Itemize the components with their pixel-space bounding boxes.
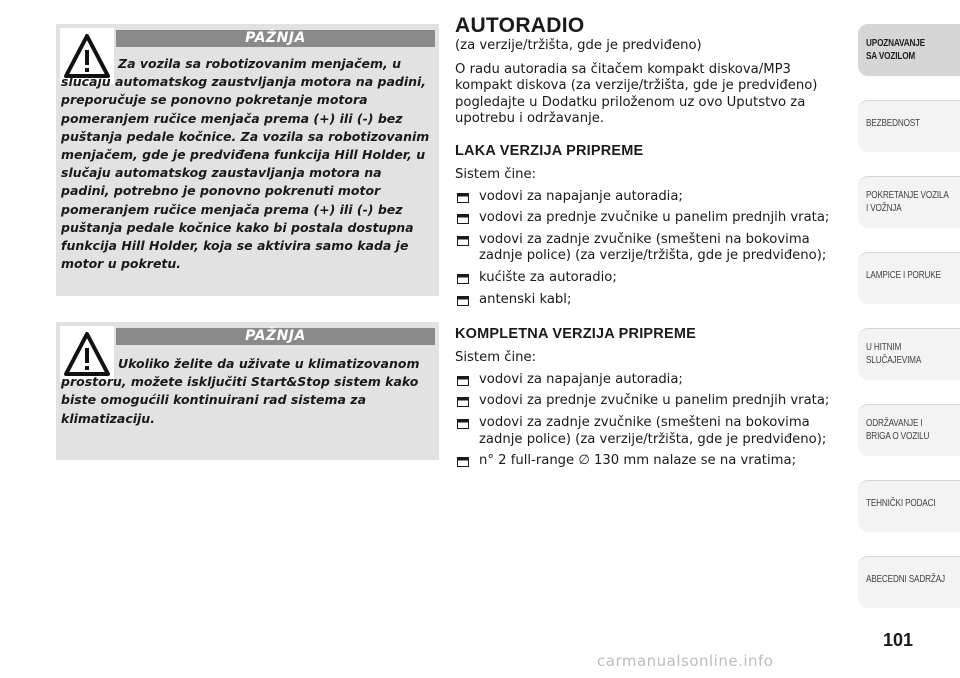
section-lead: Sistem čine: bbox=[455, 350, 537, 366]
list-item bbox=[455, 270, 840, 287]
tab-label: POKRETANJE VOZILA I VOŽNJA bbox=[866, 190, 949, 214]
list-item bbox=[455, 292, 840, 309]
tab-label: ABECEDNI SADRŽAJ bbox=[866, 574, 945, 585]
checkbox-bullet-icon bbox=[457, 274, 469, 284]
tab-tehnicki-podaci[interactable] bbox=[858, 480, 960, 532]
checkbox-bullet-icon bbox=[457, 296, 469, 306]
checkbox-bullet-icon bbox=[457, 214, 469, 224]
list-item-text: n° 2 full-range ∅ 130 mm nalaze se na vratima; bbox=[479, 453, 797, 469]
section-heading: LAKA VERZIJA PRIPREME bbox=[455, 142, 644, 159]
tab-label: ODRŽAVANJE I BRIGA O VOZILU bbox=[866, 418, 930, 442]
checkbox-bullet-icon bbox=[457, 419, 469, 429]
tab-lampice-i-poruke[interactable] bbox=[858, 252, 960, 304]
warning-box-start-stop bbox=[56, 24, 439, 296]
tab-pokretanje-vozila[interactable] bbox=[858, 176, 960, 228]
list-item-text: vodovi za prednje zvučnike u panelim prednjih vrata; bbox=[479, 210, 830, 226]
tab-abecedni-sadrzaj[interactable] bbox=[858, 556, 960, 608]
warning-text: Za vozila sa robotizovanim menjačem, u slučaju automatskog zaustvljanja motora na padini, preporučuje se ponovno pokretanje motora pomeranjem ručice menjača prema (+) ili (-) bez puštanja pedale kočnice. Za vozila sa robotizovanim menjačem, gde je predviđena funkcija Hill Holder, u slučaju automatskog zaustavljanja motora na padini, potrebno je ponovno pokrenuti motor pomeranjem ručice menjača prema (+) ili (-) bez puštanja pedale kočnice kako bi postala dostupna funkcija Hill Holder, koja se aktivira samo kada je motor u pokretu. bbox=[61, 56, 430, 272]
page-subtitle: (za verzije/tržišta, gde je predviđeno) bbox=[455, 38, 702, 53]
list-item bbox=[455, 372, 840, 389]
tab-label: TEHNIČKI PODACI bbox=[866, 498, 936, 509]
component-list bbox=[455, 372, 840, 470]
list-item-text: vodovi za napajanje autoradia; bbox=[479, 188, 683, 204]
warning-box-climate bbox=[56, 322, 439, 460]
list-item bbox=[455, 232, 840, 265]
list-item-text: vodovi za napajanje autoradia; bbox=[479, 371, 683, 387]
tab-u-hitnim-slucajevima[interactable] bbox=[858, 328, 960, 380]
checkbox-bullet-icon bbox=[457, 193, 469, 203]
watermark: carmanualsonline.info bbox=[597, 652, 774, 670]
page-title: AUTORADIO bbox=[455, 14, 585, 37]
tab-label: U HITNIM SLUČAJEVIMA bbox=[866, 342, 922, 366]
warning-text: Ukoliko želite da uživate u klimatizovanom prostoru, možete isključiti Start&Stop sistem kako biste omogućili kontinuirani rad sistema za klimatizaciju. bbox=[61, 356, 420, 426]
list-item bbox=[455, 415, 840, 448]
list-item bbox=[455, 393, 840, 410]
tab-odrzavanje[interactable] bbox=[858, 404, 960, 456]
tab-label: LAMPICE I PORUKE bbox=[866, 270, 941, 281]
page-number: 101 bbox=[882, 630, 914, 650]
tab-label: UPOZNAVANJE SA VOZILOM bbox=[866, 38, 925, 62]
list-item-text: kućište za autoradio; bbox=[479, 269, 617, 285]
list-item bbox=[455, 189, 840, 206]
checkbox-bullet-icon bbox=[457, 236, 469, 246]
main-content bbox=[455, 14, 840, 475]
checkbox-bullet-icon bbox=[457, 457, 469, 467]
component-list bbox=[455, 189, 840, 309]
list-item bbox=[455, 453, 840, 470]
intro-paragraph: O radu autoradia sa čitačem kompakt diskova/MP3 kompakt diskova (za verzije/tržišta, gde je predviđeno) pogledajte u Dodatku priloženom uz ovo Uputstvo za upotrebu i održavanje. bbox=[455, 61, 818, 127]
section-lead: Sistem čine: bbox=[455, 166, 537, 182]
section-heading: KOMPLETNA VERZIJA PRIPREME bbox=[455, 326, 696, 343]
warning-title: PAŽNJA bbox=[116, 30, 435, 47]
tab-label: BEZBEDNOST bbox=[866, 118, 920, 129]
checkbox-bullet-icon bbox=[457, 376, 469, 386]
tab-bezbednost[interactable] bbox=[858, 100, 960, 152]
list-item bbox=[455, 210, 840, 227]
list-item-text: antenski kabl; bbox=[479, 291, 572, 307]
checkbox-bullet-icon bbox=[457, 397, 469, 407]
warning-title: PAŽNJA bbox=[116, 328, 435, 345]
list-item-text: vodovi za prednje zvučnike u panelim prednjih vrata; bbox=[479, 393, 830, 409]
tab-upoznavanje-sa-vozilom[interactable] bbox=[858, 24, 960, 76]
list-item-text: vodovi za zadnje zvučnike (smešteni na bokovima zadnje police) (za verzije/tržišta, gde je predviđeno); bbox=[479, 231, 827, 264]
list-item-text: vodovi za zadnje zvučnike (smešteni na bokovima zadnje police) (za verzije/tržišta, gde je predviđeno); bbox=[479, 414, 827, 447]
